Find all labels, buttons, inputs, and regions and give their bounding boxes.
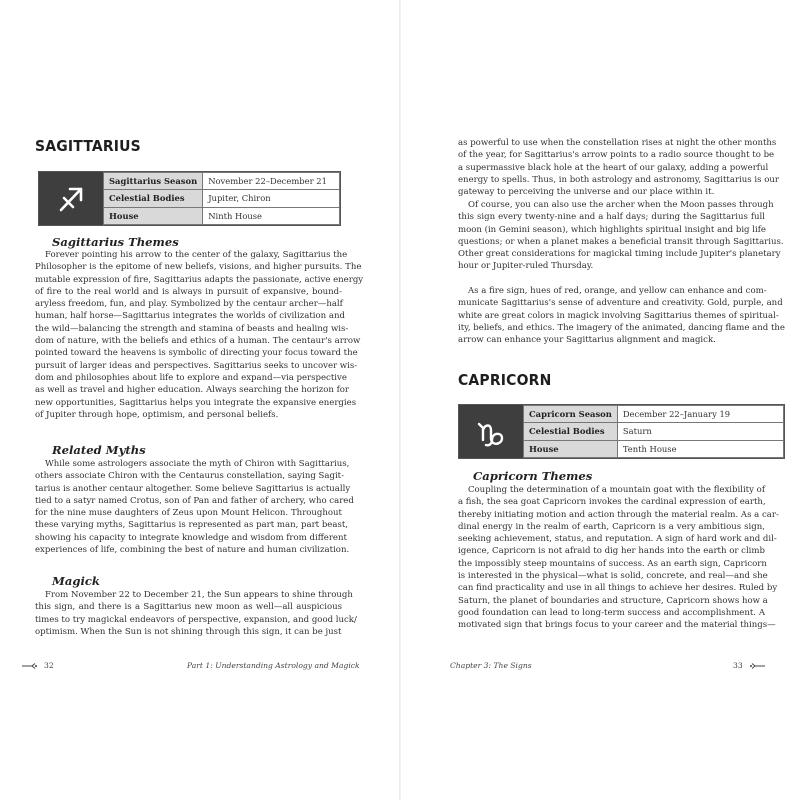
- text-line: is interested in the physical—what is solid, concrete, and real—and she: [458, 571, 768, 582]
- sagittarius-glyph-icon: [39, 172, 103, 225]
- text-line: ity, beliefs, and ethics. The imagery of the animated, dancing flame and the: [458, 322, 785, 333]
- info-label: Capricorn Season: [524, 406, 618, 423]
- capricorn-heading: CAPRICORN: [458, 371, 552, 389]
- info-value: Ninth House: [203, 207, 340, 224]
- text-line: Of course, you can also use the archer when the Moon passes through: [468, 200, 774, 210]
- text-line: a supermassive black hole at the heart of our galaxy, adding a powerful: [458, 162, 769, 173]
- text-line: municate Sagittarius's sense of adventure and creativity. Gold, purple, and: [458, 298, 783, 309]
- text-line: good foundation can lead to long-term success and accomplishment. A: [458, 607, 765, 618]
- text-line: dinal energy in the realm of earth, Capricorn is a very ambitious sign,: [458, 521, 765, 532]
- info-label: House: [104, 207, 203, 224]
- text-line: times to try magickal endeavors of perspective, expansion, and good luck/: [35, 614, 357, 625]
- text-line: can find practicality and use in all things to achieve her desires. Ruled by: [458, 583, 778, 594]
- magick-heading: Magick: [52, 574, 100, 588]
- text-line: Saturn, the planet of boundaries and structure, Capricorn shows how a: [458, 595, 768, 606]
- left-running-title: [187, 661, 360, 670]
- text-line: the impossibly steep mountains of success. As an earth sign, Capricorn: [458, 558, 767, 569]
- text-line: tied to a satyr named Crotus, son of Pan and father of archery, who cared: [35, 495, 354, 506]
- text-line: dom of nature, with the beliefs and ethics of a human. The centaur's arrow: [35, 336, 361, 347]
- info-row: [524, 423, 784, 440]
- text-line: pursuit of larger ideas and perspectives. Sagittarius seeks to uncover wis-: [35, 360, 358, 371]
- right-footer-title: Chapter 3: The Signs: [450, 661, 532, 670]
- text-line: As a fire sign, hues of red, orange, and yellow can enhance and com-: [468, 286, 767, 296]
- text-line: gateway to perceiving the universe and our place within it.: [458, 187, 715, 198]
- text-line: these varying myths, Sagittarius is represented as part man, part beast,: [35, 520, 348, 531]
- info-label: House: [524, 440, 618, 457]
- text-line: energy to spells. Thus, in both astrology and astronomy, Sagittarius is our: [458, 174, 779, 185]
- text-line: hour or Jupiter-ruled Thursday.: [458, 261, 594, 272]
- text-line: thereby initiating motion and action through the material realm. As a car-: [458, 509, 779, 520]
- text-line: this sign every twenty-nine and a half days; during the Sagittarius full: [458, 212, 765, 223]
- text-line: seeking achievement, status, and reputation. A sign of hard work and dil-: [458, 534, 777, 545]
- continued-paragraph: [458, 137, 779, 198]
- info-label: Celestial Bodies: [104, 190, 203, 207]
- related-myths-heading: Related Myths: [52, 443, 146, 457]
- text-line: human, half horse—Sagittarius integrates the worlds of civilization and: [35, 311, 345, 322]
- right-running-title: [450, 661, 532, 670]
- text-line: From November 22 to December 21, the Sun appears to shine through: [45, 590, 353, 600]
- sagittarius-info-block: [38, 171, 341, 226]
- text-line: showing his capacity to integrate knowledge and wisdom from different: [35, 532, 347, 543]
- ornament-icon: [22, 662, 38, 670]
- text-line: this sign, and there is a Sagittarius new moon as well—all auspicious: [35, 602, 342, 613]
- text-line: mutable expression of fire, Sagittarius adapts the passionate, active energy: [35, 274, 364, 285]
- text-line: aryless freedom, fun, and play. Symbolized by the centaur archer—half: [35, 299, 343, 310]
- capricorn-glyph-icon: [459, 405, 523, 458]
- capricorn-themes-paragraph: [458, 484, 779, 632]
- info-row: [104, 207, 340, 224]
- left-footer-title: Part 1: Understanding Astrology and Magick: [187, 661, 360, 670]
- right-footer: [733, 661, 765, 670]
- info-value: November 22–December 21: [203, 173, 340, 190]
- text-line: Forever pointing his arrow to the center of the galaxy, Sagittarius the: [45, 250, 348, 260]
- text-line: dom and philosophies about life to explore and expand—via perspective: [35, 372, 347, 383]
- text-line: as well as travel and higher education. Always searching the horizon for: [35, 385, 349, 396]
- text-line: Other great considerations for magickal timing include Jupiter's planetary: [458, 249, 781, 260]
- text-line: new opportunities, Sagittarius helps you integrate the expansive energies: [35, 397, 357, 408]
- text-line: of Jupiter through hope, optimism, and personal beliefs.: [35, 409, 279, 420]
- left-page-number: 32: [44, 661, 54, 670]
- text-line: as powerful to use when the constellation rises at night the other months: [458, 138, 777, 148]
- right-page-number: 33: [733, 661, 743, 670]
- info-value: Jupiter, Chiron: [203, 190, 340, 207]
- sagittarius-themes-heading: Sagittarius Themes: [52, 235, 179, 249]
- text-line: arrow can enhance your Sagittarius alignment and magick.: [458, 335, 716, 346]
- text-line: a fish, the sea goat Capricorn invokes the cardinal expression of earth,: [458, 497, 766, 508]
- text-line: of the year, for Sagittarius's arrow points to a radio source thought to be: [458, 150, 775, 161]
- text-line: white are great colors in magick involving Sagittarius themes of spiritual-: [458, 310, 779, 321]
- right-page: [400, 0, 800, 800]
- info-row: [104, 173, 340, 190]
- text-line: Coupling the determination of a mountain goat with the flexibility of: [468, 485, 765, 495]
- info-row: [524, 440, 784, 457]
- info-row: [524, 406, 784, 423]
- info-value: Saturn: [617, 423, 783, 440]
- colors-paragraph: [458, 285, 785, 346]
- text-line: While some astrologers associate the myth of Chiron with Sagittarius,: [45, 459, 350, 469]
- info-value: December 22–January 19: [617, 406, 783, 423]
- info-label: Celestial Bodies: [524, 423, 618, 440]
- related-myths-paragraph: [35, 458, 354, 556]
- text-line: questions; or when a planet makes a beneficial transit through Sagittarius.: [458, 236, 784, 247]
- text-line: of fire to the real world and is always in pursuit of expansive, bound-: [35, 286, 342, 297]
- left-footer: [22, 661, 54, 670]
- text-line: the wild—balancing the strength and stamina of beasts and healing wis-: [35, 323, 349, 334]
- text-line: pointed toward the heavens is symbolic of directing your focus toward the: [35, 348, 358, 359]
- sagittarius-info-table: [103, 172, 340, 225]
- info-label: Sagittarius Season: [104, 173, 203, 190]
- capricorn-info-block: [458, 404, 785, 459]
- timing-paragraph: [458, 199, 784, 273]
- sagittarius-heading: SAGITTARIUS: [35, 137, 141, 155]
- info-value: Tenth House: [617, 440, 783, 457]
- ornament-icon: [749, 662, 765, 670]
- text-line: others associate Chiron with the Centaurus constellation, saying Sagit-: [35, 471, 344, 482]
- text-line: optimism. When the Sun is not shining through this sign, it can be just: [35, 626, 342, 637]
- text-line: moon (in Gemini season), which highlights spiritual insight and big life: [458, 224, 766, 235]
- capricorn-themes-heading: Capricorn Themes: [473, 469, 593, 483]
- text-line: experiences of life, combining the best of nature and human civilization.: [35, 545, 350, 556]
- text-line: motivated sign that brings focus to your career and the material things—: [458, 620, 776, 631]
- text-line: for the nine muse daughters of Zeus upon Mount Helicon. Throughout: [35, 508, 342, 519]
- sagittarius-themes-paragraph: [35, 249, 364, 421]
- magick-paragraph: [35, 589, 357, 638]
- text-line: igence, Capricorn is not afraid to dig her hands into the earth or climb: [458, 546, 765, 557]
- info-row: [104, 190, 340, 207]
- text-line: Philosopher is the epitome of new beliefs, visions, and higher pursuits. The: [35, 262, 362, 273]
- capricorn-info-table: [523, 405, 784, 458]
- text-line: tarius is another centaur altogether. Some believe Sagittarius is actually: [35, 483, 351, 494]
